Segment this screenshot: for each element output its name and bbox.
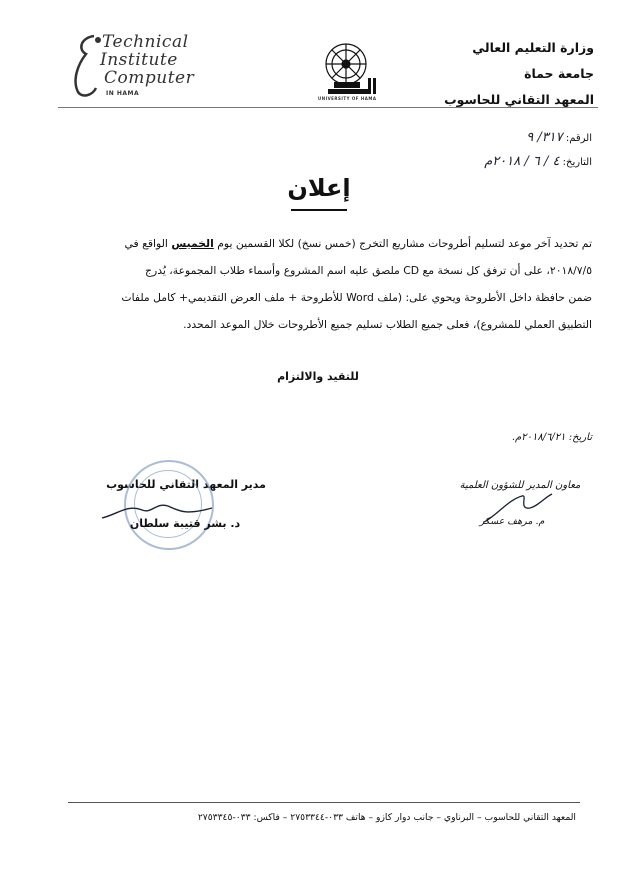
body-line-1: تم تحديد آخر موعد لتسليم أطروحات مشاريع التخرج (خمس نسخ) لكلا القسمين يوم الخميس الواقع في [124,237,592,250]
seal-caption: UNIVERSITY OF HAMA [318,96,377,101]
director-name: د. بشر قتيبة سلطان [129,517,241,530]
university-seal [320,38,382,104]
body-line-2: ٢٠١٨/٧/٥، على أن ترفق كل نسخة مع CD ملصق عليه اسم المشروع وأسماء طلاب المجموعة، يُدرج [145,264,592,277]
footer-divider [68,802,580,803]
reference-number-label: الرقم: [565,133,592,144]
university-name: جامعة حماة [524,66,594,81]
logo-line-hama: IN HAMA [106,90,140,97]
page-title: إعلان [287,174,351,202]
announcement-body [52,230,592,338]
logo-line-technical: Technical [102,32,189,52]
logo-line-computer: Computer [104,68,195,88]
body-line-3: ضمن حافظة داخل الأطروحة ويحوي على: (ملف Word للأطروحة + ملف العرض التقديمي+ كامل ملفات [121,291,592,304]
reference-number-value: ٣١٧/ ٩ [526,130,563,145]
director-title: مدير المعهد التقاني للحاسوب [106,478,266,491]
header-divider [58,107,598,108]
institute-logo [68,30,238,100]
title-underline [291,209,347,211]
vice-title: معاون المدير للشؤون العلمية [459,480,581,491]
footer-contact: المعهد التقاني للحاسوب – البرناوي – جانب دوار كازو – هاتف ٠٣٣-٢٧٥٣٣٤٤ – فاكس: ٠٣٣-٢٧٥٣٣٤٥ [197,812,576,823]
vice-name: م. مرهف عسكر [479,516,545,527]
reference-number [526,130,592,145]
reference-date-value: ٤ / ٦ / ٢٠١٨م [484,154,560,169]
reference-date-label: التاريخ: [562,157,592,168]
body-day: الخميس [171,237,214,250]
issue-date: تاريخ: ٢٠١٨/٦/٢١م. [511,432,592,443]
institute-name: المعهد التقاني للحاسوب [444,92,594,107]
body-line-4: التطبيق العملي للمشروع)، فعلى جميع الطلاب تسليم جميع الأطروحات خلال الموعد المحدد. [183,318,592,331]
ministry-name: وزارة التعليم العالي [472,40,594,55]
closing-text: للتقيد والالتزام [277,370,359,383]
reference-date [484,154,592,169]
logo-line-institute: Institute [100,50,178,70]
